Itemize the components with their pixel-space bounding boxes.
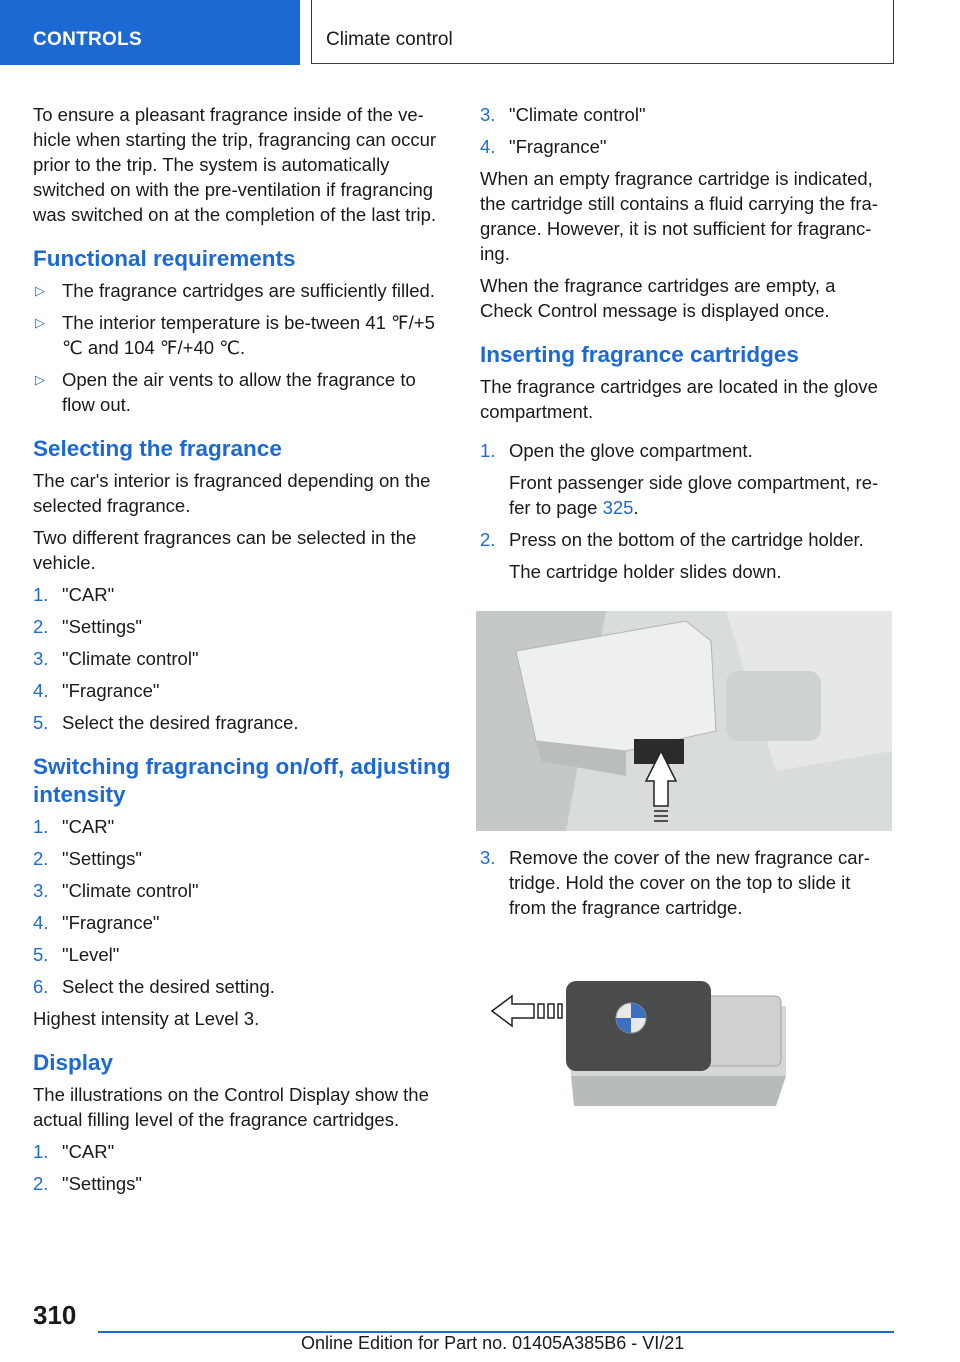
continued-steps <box>480 102 892 159</box>
section-label: CONTROLS <box>33 29 143 50</box>
list-item: 2. "Settings" <box>33 848 142 869</box>
display-paragraph: The illustrations on the Control Display show the actual filling level of the fragrance cartridges. <box>33 1084 429 1130</box>
fragrance-cartridge-illustration <box>486 966 786 1116</box>
left-column <box>33 102 451 1203</box>
footer-edition: Online Edition for Part no. 01405A385B6 - VI/21 <box>301 1333 685 1353</box>
empty-message-paragraph: When the fragrance cartridges are empty, a Check Control message is displayed once. <box>480 275 836 321</box>
inserting-steps <box>480 438 892 463</box>
triangle-bullet-icon: ▷ <box>35 372 45 387</box>
list-item: 4. "Fragrance" <box>33 680 160 701</box>
list-item: 1. Open the glove compartment. <box>480 440 753 461</box>
selecting-steps <box>33 582 451 735</box>
inserting-paragraph: The fragrance cartridges are located in the glove compartment. <box>480 376 878 422</box>
display-steps <box>33 1139 451 1196</box>
list-item: 2. "Settings" <box>33 1173 142 1194</box>
functional-requirements-list <box>33 278 451 417</box>
selecting-paragraph-1: The car's interior is fragranced depending on the selected fragrance. <box>33 470 431 516</box>
list-item: 2. "Settings" <box>33 616 142 637</box>
switching-steps <box>33 814 451 999</box>
list-item: ▷ The interior temperature is be-tween 41 ℉/+5 ℃ and 104 ℉/+40 ℃. <box>35 312 435 358</box>
switching-note: Highest intensity at Level 3. <box>33 1008 260 1029</box>
list-item: 4. "Fragrance" <box>480 136 607 157</box>
cartridge-holder-photo <box>476 611 892 831</box>
list-item: 6. Select the desired setting. <box>33 976 275 997</box>
functional-requirements-heading: Functional requirements <box>33 246 296 271</box>
list-item: 3. "Climate control" <box>480 104 646 125</box>
list-item: 3. "Climate control" <box>33 880 199 901</box>
list-item: 3. "Climate control" <box>33 648 199 669</box>
list-item: ▷ The fragrance cartridges are sufficiently filled. <box>35 280 435 301</box>
triangle-bullet-icon: ▷ <box>35 315 45 330</box>
chapter-tab <box>311 0 894 64</box>
list-item: 3. Remove the cover of the new fragrance car-tridge. Hold the cover on the top to slide it from the fragrance cartridge. <box>480 847 870 918</box>
inserting-steps-3 <box>480 845 892 927</box>
list-item: 1. "CAR" <box>33 816 115 837</box>
step1-detail: Front passenger side glove compartment, re-fer to page 325. <box>509 472 879 518</box>
page-number: 310 <box>33 1300 77 1330</box>
display-heading: Display <box>33 1050 114 1075</box>
section-tab <box>0 0 300 65</box>
step2-detail: The cartridge holder slides down. <box>509 561 782 582</box>
list-item: 2. Press on the bottom of the cartridge holder. <box>480 529 864 550</box>
triangle-bullet-icon: ▷ <box>35 283 45 298</box>
list-item: 1. "CAR" <box>33 1141 115 1162</box>
inserting-heading: Inserting fragrance cartridges <box>480 342 799 367</box>
selecting-fragrance-heading: Selecting the fragrance <box>33 436 282 461</box>
list-item: 5. "Level" <box>33 944 120 965</box>
list-item: 4. "Fragrance" <box>33 912 160 933</box>
chapter-label: Climate control <box>326 29 453 50</box>
right-column <box>480 102 892 591</box>
list-item: 1. "CAR" <box>33 584 115 605</box>
inserting-steps-2 <box>480 527 892 552</box>
switching-heading: Switching fragrancing on/off, adjusting intensity <box>33 754 451 807</box>
empty-cartridge-paragraph: When an empty fragrance cartridge is indicated, the cartridge still contains a fluid carrying the fra-grance. However, it is not sufficient for fragranc-ing. <box>480 168 878 264</box>
page-link[interactable]: 325 <box>602 497 634 518</box>
intro-paragraph: To ensure a pleasant fragrance inside of the ve-hicle when starting the trip, fragrancing can occur prior to the trip. The system is automatically switched on with the pre-ventilation if fragrancing was switched on at the completion of the last trip. <box>33 104 437 225</box>
list-item: 5. Select the desired fragrance. <box>33 712 299 733</box>
selecting-paragraph-2: Two different fragrances can be selected in the vehicle. <box>33 527 417 573</box>
list-item: ▷ Open the air vents to allow the fragrance to flow out. <box>35 369 416 415</box>
